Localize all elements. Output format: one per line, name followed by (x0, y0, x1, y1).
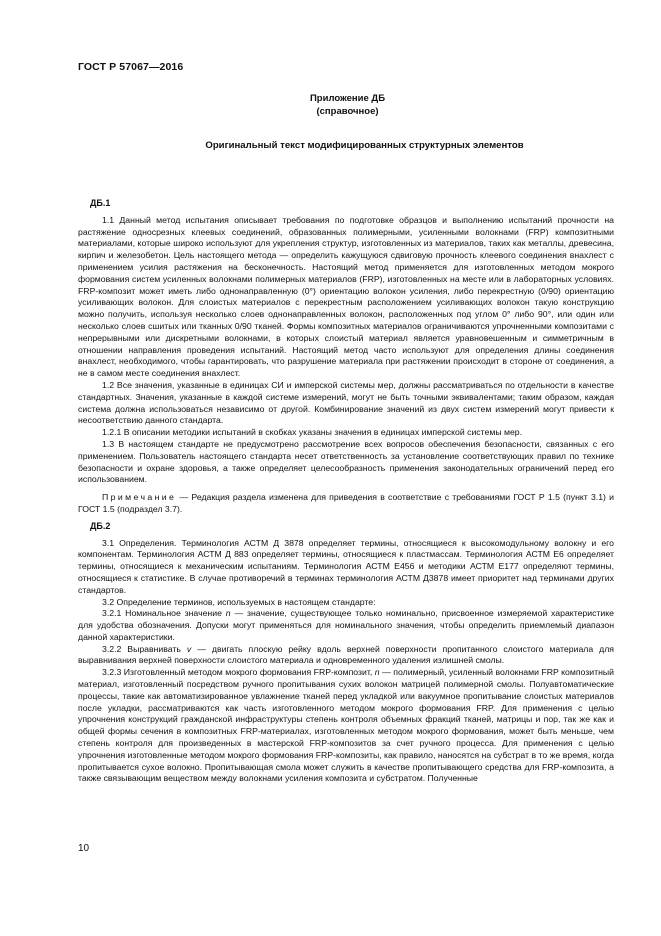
term-rest: — значение, существующее только номинально, присвоенное измеряемой характеристике для удобства обозначения. Допуски могут применяться для номинального значения, чтобы определить приемлемый диапазон данной характеристики. (78, 608, 614, 642)
paragraph: 1.2.1 В описании методики испытаний в скобках указаны значения в единицах имперской системы мер. (102, 427, 523, 438)
paragraph: 3.1 Определения. Терминология АСТМ Д 3878 определяет термины, относящиеся к высокомодульному волокну и его компонентам. Терминология АСТМ Д 883 определяет термины, относящиеся к пластмассам. Терминология АСТМ Е6 определяет термины, относящиеся к механическим испытаниям. Терминология АСТМ Е456 и методики АСТМ Е177 определяют термины, относящиеся к статистике. В случае противоречий в терминах терминология АСТМ Д3878 имеет приоритет над терминами других стандартов. (78, 537, 614, 595)
document-title: Оригинальный текст модифицированных структурных элементов (205, 140, 524, 151)
appendix-heading (0, 92, 661, 118)
paragraph: 1.3 В настоящем стандарте не предусмотрено рассмотрение всех вопросов обеспечения безопасности, связанных с его применением. Пользователь настоящего стандарта несет ответственность за установление соответствующих правил по технике безопасности и охране здоровья, а также определяет целесообразность применения законодательных ограничений перед его использованием. (78, 438, 614, 485)
term-var: v (186, 643, 192, 654)
note (78, 492, 614, 516)
note-text: — Редакция раздела изменена для приведения в соответствие с требованиями ГОСТ Р 1.5 (пункт 3.1) и ГОСТ 1.5 (подраздел 3.7). (78, 492, 614, 514)
appendix-title: Приложение ДБ (309, 93, 386, 104)
term-definition (78, 667, 614, 785)
section-title-db1: ДБ.1 (90, 198, 111, 208)
page-number: 10 (78, 843, 90, 854)
standard-header: ГОСТ Р 57067—2016 (78, 61, 184, 73)
note-label: Примечание (102, 492, 177, 503)
paragraph: 1.1 Данный метод испытания описывает требования по подготовке образцов и выполнению испытаний прочности на растяжение односрезных клеевых соединений, образованных полимерными, усиленными волокнами (FRP) композитными материалами, которые широко используют для укрепления структур, изготовленных из материалов, таких как металлы, древесина, кирпич и железобетон. Цель настоящего метода — определить кажущуюся сдвиговую прочность клеевого соединения внахлест с применением усилия растяжения на бесконечность. Настоящий метод применяется для изготовленных методом мокрого формования систем усиленных волокнами полимерных материалов (FRP), изготовленных на месте или в лабораторных условиях. FRP-композит может иметь либо однонаправленную (0°) ориентацию волокон усиления, либо перекрестную (0/90) ориентацию усиливающих волокон. Для слоистых материалов с перекрестным расположением усиливающих волокон такую конструкцию можно получить, используя несколько слоев однонаправленных волокон, расположенных под углом 0° либо 90°, или один или несколько слоев сшитых или тканных 0/90 тканей. Формы композитных материалов ограничиваются упрочненными композитами с непрерывными или дискретными волокнами, в которых слоистый материал является уравновешенным и симметричным в отношении направления проведения испытаний. Настоящий метод часто используют для определения длины соединения внахлест, необходимого, чтобы гарантировать, что разрушение материала при растяжении происходит в стороне от соединения, а не в самом месте соединения внахлест. (78, 214, 614, 379)
appendix-subtitle: (справочное) (316, 106, 379, 117)
term-lead: 3.2.2 Выравнивать (102, 643, 187, 654)
section-title-db2: ДБ.2 (90, 520, 111, 531)
term-lead: 3.2.3 Изготовленный методом мокрого формования FRP-композит, (102, 667, 375, 678)
paragraph: 1.2 Все значения, указанные в единицах СИ и имперской системы мер, должны рассматриваться по отдельности в качестве стандартных. Значения, указанные в каждой системе измерений, могут не быть точными эквивалентами; таким образом, каждая система должна использоваться независимо от другой. Комбинирование значений из двух систем измерений могут привести к несоответствию данного стандарта. (78, 379, 614, 426)
document-body (78, 198, 614, 785)
term-var: n (225, 608, 231, 619)
term-var: n (374, 667, 380, 678)
term-rest: — полимерный, усиленный волокнами FRP композитный материал, изготовленный посредством ручного пропитывания сухих волокон матрицей полимерной смолы. Полуавтоматические процессы, такие как автоматизированное увлажнение тканей перед укладкой или вакуумное пропитывание слоистых материалов после укладки, рассматриваются как часть изготовленного методом мокрого формования FRP. Для применения с целью упрочнения конструкций гражданской инфраструктуры степень контроля объемных фракций тканей, матрицы и пор, так же как и общей формы сечения в композитных FRP-материалах, изготовленных методом мокрого формования, может быть меньше, чем степень контроля для произведенных в мастерской FRP-композитов за счет ручного процесса. Для применения с целью упрочнения изготовленные методом мокрого формования FRP-композиты, как правило, наносятся на субстрат в то же время, когда пропитывается сухое волокно. Пропитывающая смола может служить в качестве пропитывающего средства для FRP-композита, а также связывающим веществом между волокнами усиления композита и субстратом. Полученные (78, 667, 614, 784)
paragraph: 3.2 Определение терминов, используемых в настоящем стандарте: (102, 596, 376, 607)
term-definition (78, 608, 614, 643)
term-definition (78, 644, 614, 668)
term-rest: — двигать плоскую рейку вдоль верхней поверхности пропитанного слоистого материала для выравнивания верхней поверхности слоистого материала и одновременного удаления излишней смолы. (78, 643, 614, 666)
term-lead: 3.2.1 Номинальное значение (102, 608, 226, 619)
